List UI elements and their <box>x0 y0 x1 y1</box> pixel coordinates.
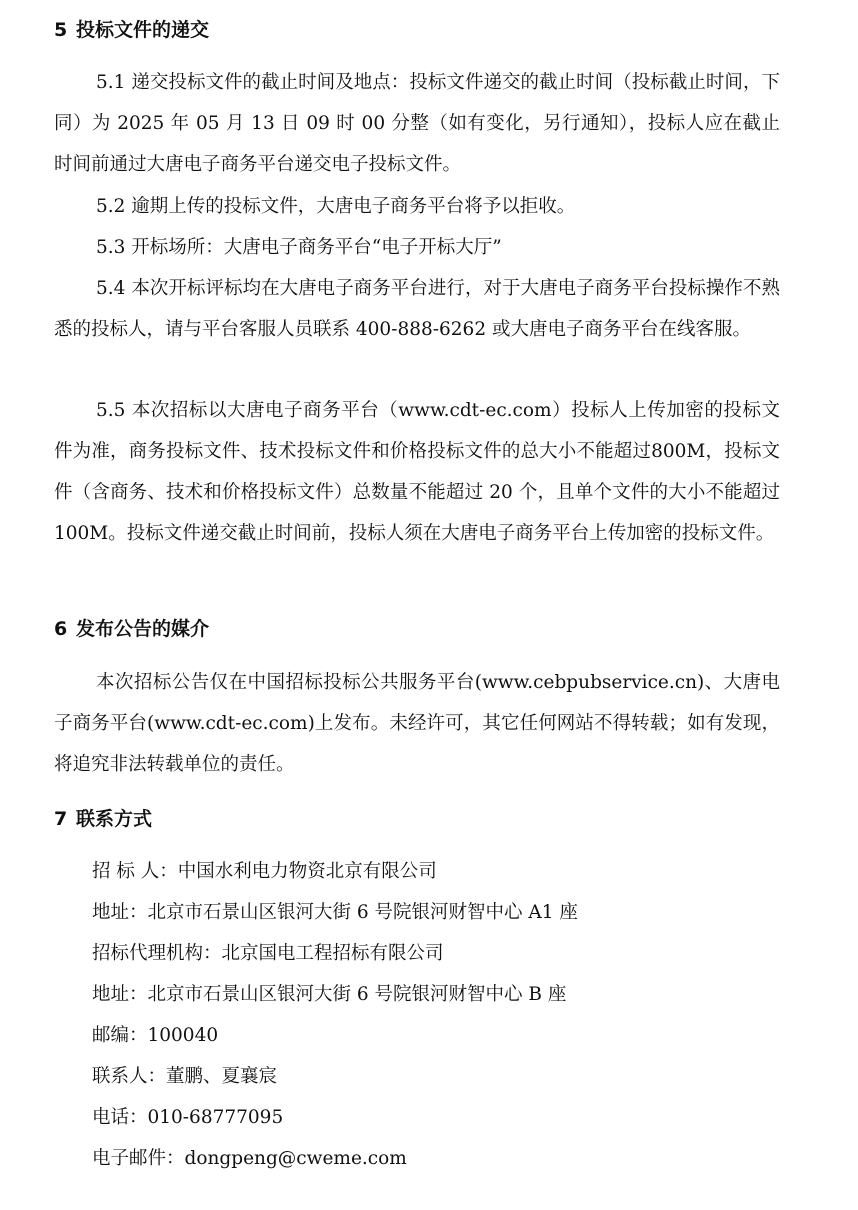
section-title: 发布公告的媒介 <box>76 618 210 640</box>
section-title: 联系方式 <box>76 808 153 830</box>
paragraph-5-3: 5.3 开标场所：大唐电子商务平台“电子开标大厅” <box>96 237 502 258</box>
contact-person: 联系人：董鹏、夏襄宸 <box>92 1066 278 1087</box>
contact-tenderer: 招 标 人：中国水利电力物资北京有限公司 <box>92 861 437 882</box>
paragraph-5-5: 5.5 本次招标以大唐电子商务平台（www.cdt-ec.com）投标人上传加密的投标文件为准，商务投标文件、技术投标文件和价格投标文件的总大小不能超过800M，投标文件（含商务、技术和价格投标文件）总数量不能超过 20 个，且单个文件的大小不能超过 100M。投标文件递交截止时间前，投标人须在大唐电子商务平台上传加密的投标文件。 <box>54 400 780 544</box>
section-number: 6 <box>54 618 68 640</box>
paragraph-5-2: 5.2 逾期上传的投标文件，大唐电子商务平台将予以拒收。 <box>96 196 576 217</box>
contact-agency-address: 地址：北京市石景山区银河大街 6 号院银河财智中心 B 座 <box>92 984 567 1005</box>
paragraph-6-1: 本次招标公告仅在中国招标投标公共服务平台(www.cebpubservice.cn)、大唐电子商务平台(www.cdt-ec.com)上发布。未经许可，其它任何网站不得转载；如有发现，将追究非法转载单位的责任。 <box>54 672 780 775</box>
contact-postcode: 邮编：100040 <box>92 1025 219 1046</box>
section-number: 5 <box>54 19 68 41</box>
paragraph-5-4: 5.4 本次开标评标均在大唐电子商务平台进行，对于大唐电子商务平台投标操作不熟悉的投标人，请与平台客服人员联系 400-888-6262 或大唐电子商务平台在线客服。 <box>54 278 780 340</box>
paragraph-5-1: 5.1 递交投标文件的截止时间及地点：投标文件递交的截止时间（投标截止时间，下同）为 2025 年 05 月 13 日 09 时 00 分整（如有变化，另行通知），投标人应在截止时间前通过大唐电子商务平台递交电子投标文件。 <box>54 72 780 175</box>
contact-agency: 招标代理机构：北京国电工程招标有限公司 <box>92 943 444 964</box>
section-6-heading <box>54 616 209 642</box>
contact-tenderer-address: 地址：北京市石景山区银河大街 6 号院银河财智中心 A1 座 <box>92 902 578 923</box>
section-7-heading <box>54 806 152 832</box>
section-number: 7 <box>54 808 68 830</box>
section-title: 投标文件的递交 <box>76 19 210 41</box>
contact-phone: 电话：010-68777095 <box>92 1107 284 1128</box>
section-5-heading <box>54 17 209 43</box>
contact-email: 电子邮件：dongpeng@cweme.com <box>92 1148 407 1169</box>
